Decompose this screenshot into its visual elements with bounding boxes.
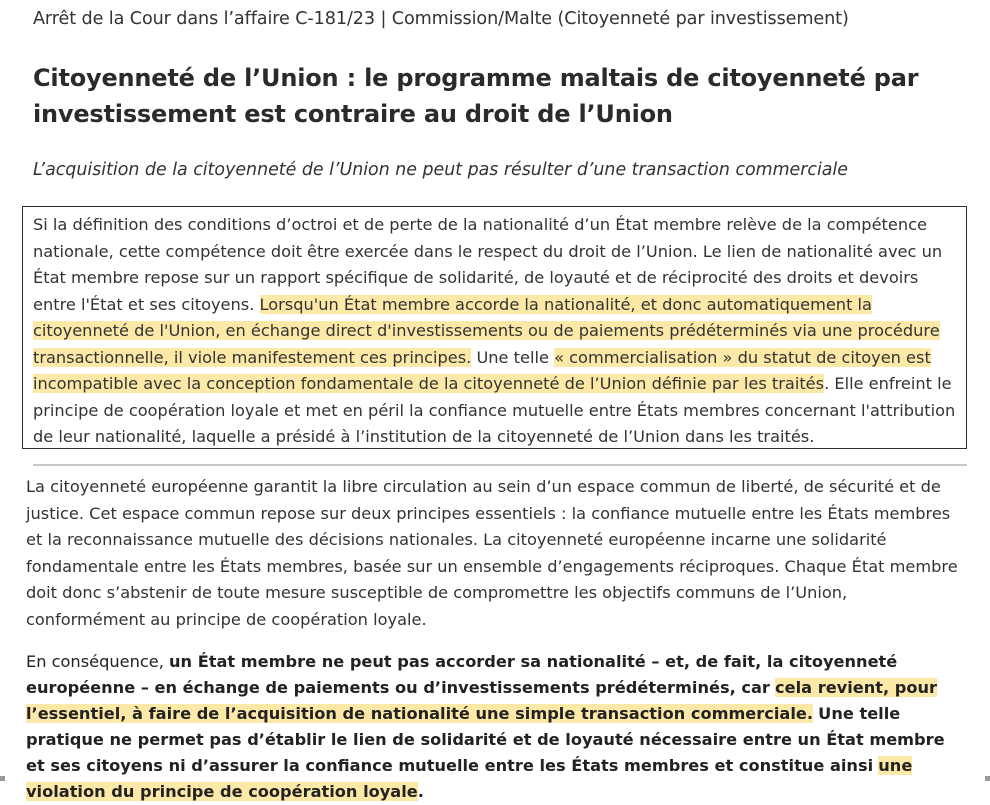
scroll-edge-marker-left	[0, 776, 5, 781]
page-title: Citoyenneté de l’Union : le programme maltais de citoyenneté par investissement est contraire au droit de l’Union	[33, 64, 919, 128]
final-period: .	[417, 782, 424, 801]
summary-sentence: Si la définition des conditions d’octroi et de perte de la nationalité d’un État membre relève de la compétence nationale, cette compétence doit être exercée dans le respect du droit de l’Union. Le lien de nationalité avec un État membre repose sur un rapport spécifique de solidarité, de loyauté et de réciprocité des droits et devoirs entre l'État et ses citoyens.	[33, 215, 943, 314]
section-divider	[33, 464, 967, 466]
summary-text: Une telle	[476, 347, 549, 367]
highlighted-passage: « commercialisation » du statut de citoyen est incompatible avec la conception fondamentale de la citoyenneté de l’Union définie par les traités	[33, 347, 931, 393]
summary-text: . Elle enfreint le principe de coopération loyale et met en péril la confiance mutuelle entre États membres concernant l'attribution de leur nationalité, laquelle a présidé à l’institution de la citoyenneté de l’Union dans les traités.	[33, 374, 956, 446]
highlighted-statement: une violation du principe de coopération loyale	[26, 756, 913, 801]
highlighted-passage: Lorsqu'un État membre accorde la nationalité, et donc automatiquement la citoyenneté de l'Union, en échange direct d'investissements ou de paiements prédéterminés via une procédure transactionnelle, il viole manifestement ces principes.	[33, 294, 940, 367]
case-reference-line: Arrêt de la Cour dans l’affaire C-181/23 | Commission/Malte (Citoyenneté par investissement)	[33, 9, 849, 29]
conclusion-paragraph	[26, 649, 961, 805]
body-paragraph: La citoyenneté européenne garantit la libre circulation au sein d’un espace commun de liberté, de sécurité et de justice. Cet espace commun repose sur deux principes essentiels : la confiance mutuelle entre les États membres et la reconnaissance mutuelle des décisions nationales. La citoyenneté européenne incarne une solidarité fondamentale entre les États membres, basée sur un ensemble d’engagements réciproques. Chaque État membre doit donc s’abstenir de toute mesure susceptible de compromettre les objectifs communs de l’Union, conformément au principe de coopération loyale.	[26, 477, 958, 629]
subtitle: L’acquisition de la citoyenneté de l’Union ne peut pas résulter d’une transaction commerciale	[33, 160, 848, 180]
bold-statement: Une telle pratique ne permet pas d’établir le lien de solidarité et de loyauté nécessaire entre un État membre et ses citoyens ni d’assurer la confiance mutuelle entre les États membres et constitue ainsi	[26, 704, 945, 775]
summary-box	[22, 206, 967, 449]
scroll-edge-marker-right	[985, 776, 990, 781]
highlighted-statement: cela revient, pour l’essentiel, à faire de l’acquisition de nationalité une simple transaction commerciale.	[26, 678, 938, 723]
conclusion-lead: En conséquence,	[26, 652, 164, 671]
bold-statement: un État membre ne peut pas accorder sa nationalité – et, de fait, la citoyenneté européenne – en échange de paiements ou d’investissements prédéterminés, car	[26, 652, 898, 697]
